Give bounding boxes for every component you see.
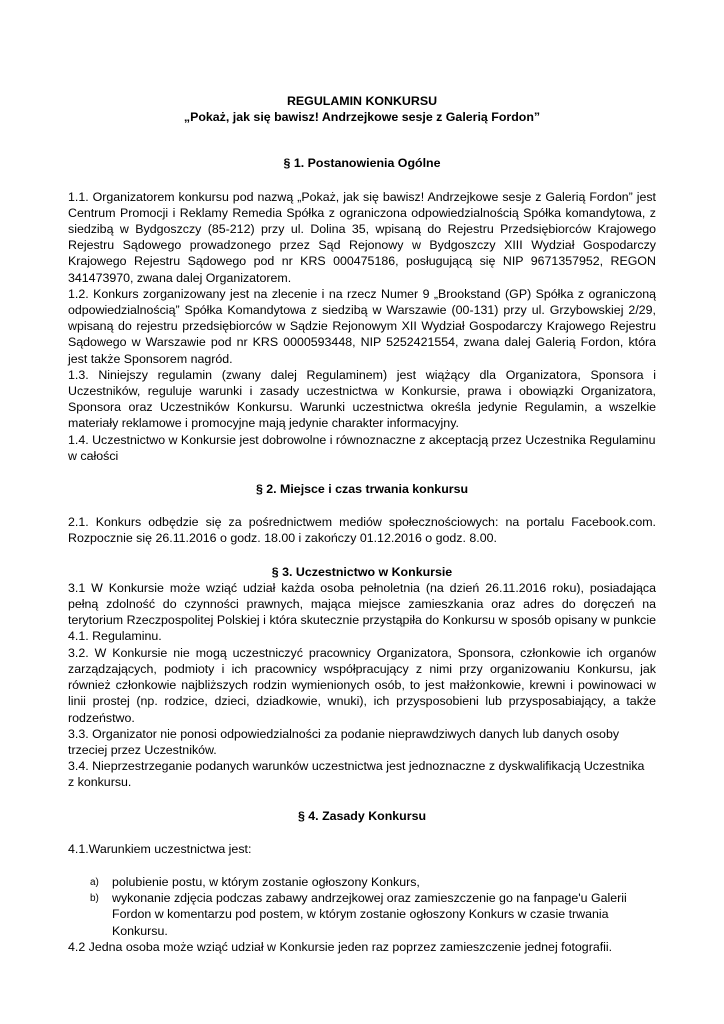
section-2 [68,481,656,547]
paragraph-1-1: 1.1. Organizatorem konkursu pod nazwą „Pokaż, jak się bawisz! Andrzejkowe sesje z Galerią Fordon” jest Centrum Promocji i Reklamy Remedia Spółka z ograniczona odpowiedzialnością Spółka komandytowa, z siedzibą w Bydgoszczy (85-212) przy ul. Dolina 35, wpisaną do Rejestru Przedsiębiorców Krajowego Rejestru Sądowego prowadzonego przez Sąd Rejonowy w Bydgoszczy XIII Wydział Gospodarczy Krajowego Rejestru Sądowego pod nr KRS 000475186, posługującą się NIP 9671357952, REGON 341473970, zwana dalej Organizatorem. [68,189,656,285]
paragraph-3-3: 3.3. Organizator nie ponosi odpowiedzialności za podanie nieprawdziwych danych lub danych osoby trzeciej przez Uczestników. [68,726,620,757]
list-item-text: wykonanie zdjęcia podczas zabawy andrzejkowej oraz zamieszczenie go na fanpage'u Galerii Fordon w komentarzu pod postem, w którym zostanie ogłoszony Konkurs w czasie trwania Konkursu. [112,891,627,938]
paragraph-3-4: 3.4. Nieprzestrzeganie podanych warunków uczestnictwa jest jednoznaczne z dyskwalifikacją Uczestnika [68,759,645,774]
document-page [68,93,656,955]
paragraph-1-4: 1.4. Uczestnictwo w Konkursie jest dobrowolne i równoznaczne z akceptacją przez Uczestnika Regulaminu w całości [68,432,656,463]
section-3 [68,564,656,791]
list-item [90,890,656,939]
paragraph-1-3: 1.3. Niniejszy regulamin (zwany dalej Regulaminem) jest wiążący dla Organizatora, Sponsora i Uczestników, reguluje warunki i zasady uczestnictwa w Konkursie, prawa i obowiązki Organizatora, Sponsora oraz Uczestników Konkursu. Warunki uczestnictwa określa jedynie Regulamin, a wszelkie materiały reklamowe i promocyjne mają jedynie charakter informacyjny. [68,367,656,431]
paragraph-4-2: 4.2 Jedna osoba może wziąć udział w Konkursie jeden raz poprzez zamieszczenie jednej fotografii. [68,939,613,954]
section-4 [68,808,656,955]
section-heading: § 2. Miejsce i czas trwania konkursu [255,482,469,497]
paragraph-3-2: 3.2. W Konkursie nie mogą uczestniczyć pracownicy Organizatora, Sponsora, członkowie ich organów zarządzających, podmioty i ich pracownicy współpracujący z nimi przy organizowaniu Konkursu, jak również członkowie najbliższych rodzin wymienionych osób, to jest małżonkowie, krewni i powinowaci w linii prostej (np. rodzice, dzieci, dziadkowie, wnuki), ich przysposobieni lub przysposabiający, a także rodzeństwo. [68,645,656,725]
paragraph-2-1: 2.1. Konkurs odbędzie się za pośrednictwem mediów społecznościowych: na portalu Facebook.com. Rozpocznie się 26.11.2016 o godz. 18.00 i zakończy 01.12.2016 o godz. 8.00. [68,515,656,546]
section-heading: § 4. Zasady Konkursu [297,808,427,823]
paragraph-1-2: 1.2. Konkurs zorganizowany jest na zlecenie i na rzecz Numer 9 „Brookstand (GP) Spółka z ograniczoną odpowiedzialnością” Spółka Komandytowa z siedzibą w Warszawie (00-131) przy ul. Grzybowskiej 2/29, wpisaną do rejestru przedsiębiorców w Sądzie Rejonowym XII Wydział Gospodarczy Krajowego Rejestru Sądowego w Warszawie pod nr KRS 0000593448, NIP 5252421554, zwana dalej Galerią Fordon, która jest także Sponsorem nagród. [68,286,656,366]
paragraph-4-1-intro: 4.1.Warunkiem uczestnictwa jest: [68,841,252,856]
section-heading: § 3. Uczestnictwo w Konkursie [271,564,453,579]
paragraph-3-4-continued: z konkursu. [68,775,132,790]
list-marker: b) [90,893,99,905]
paragraph-3-1: 3.1 W Konkursie może wziąć udział każda osoba pełnoletnia (na dzień 26.11.2016 roku), posiadająca pełną zdolność do czynności prawnych, mająca miejsce zamieszkania oraz adres do doręczeń na terytorium Rzeczpospolitej Polskiej i która skutecznie przystąpiła do Konkursu w sposób opisany w punkcie 4.1. Regulaminu. [68,580,656,644]
section-1 [68,155,656,464]
list-item-text: polubienie postu, w którym zostanie ogłoszony Konkurs, [112,874,420,889]
document-subtitle: „Pokaż, jak się bawisz! Andrzejkowe sesje z Galerią Fordon” [183,110,541,125]
document-title: REGULAMIN KONKURSU [286,94,438,108]
list-item [90,874,656,890]
conditions-list [68,874,656,939]
document-header [68,93,656,125]
section-heading: § 1. Postanowienia Ogólne [283,156,441,171]
list-marker: a) [90,876,99,888]
